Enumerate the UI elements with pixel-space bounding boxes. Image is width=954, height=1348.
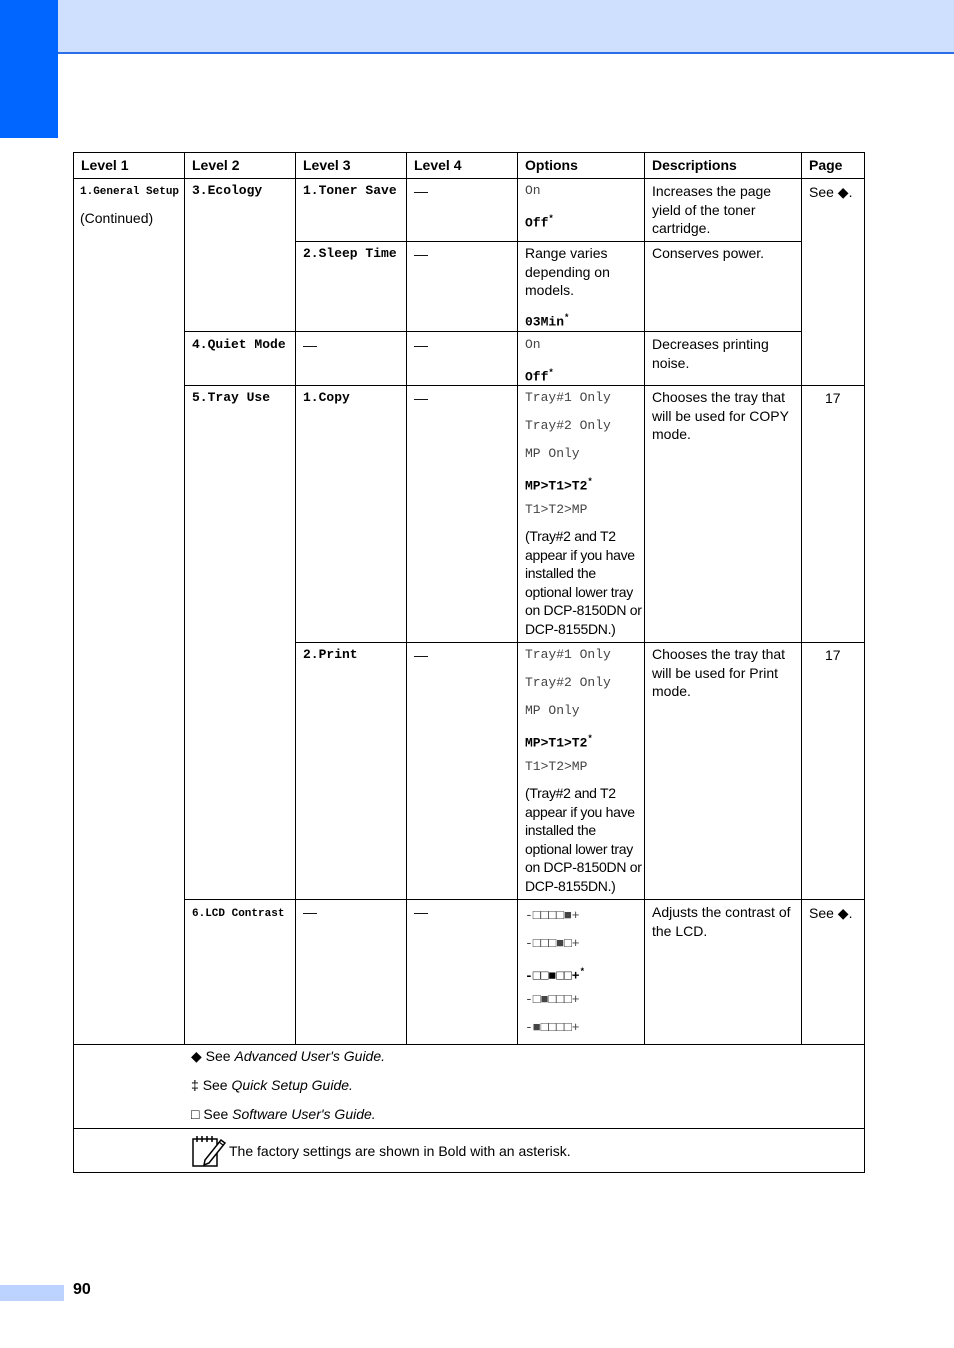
option-default: MP>T1>T2* [525, 477, 593, 494]
level3-lcd-contrast: — [303, 904, 317, 920]
header-level3: Level 3 [303, 157, 351, 173]
header-band [58, 0, 954, 54]
option-item: MP Only [525, 446, 580, 461]
option-default: Off* [525, 368, 554, 385]
page-lcd-contrast: See ◆. [809, 905, 853, 921]
page-copy: 17 [825, 390, 841, 406]
option-item: On [525, 183, 541, 198]
option-item: -□■□□□+ [525, 992, 580, 1007]
level1-name: 1.General Setup [80, 186, 180, 198]
option-default: 03Min* [525, 313, 570, 330]
footnote-title: Advanced User's Guide. [234, 1048, 386, 1064]
option-item: Tray#2 Only [525, 418, 611, 433]
footnote-advanced [191, 1048, 385, 1065]
level2-quiet-mode: 4.Quiet Mode [192, 337, 286, 352]
option-item: T1>T2>MP [525, 502, 588, 517]
diamond-icon: ◆ [191, 1048, 202, 1064]
footnote-prefix: See [203, 1106, 229, 1122]
level3-quiet-mode: — [303, 337, 317, 353]
header-level1: Level 1 [81, 157, 129, 173]
description-quiet-mode: Decreases printing noise. [652, 336, 769, 371]
level4-lcd-contrast: — [414, 904, 428, 920]
level2-ecology: 3.Ecology [192, 183, 263, 198]
level3-sleep-time: 2.Sleep Time [303, 246, 397, 261]
level3-copy: 1.Copy [303, 390, 350, 405]
level4-print: — [414, 647, 428, 663]
footnote-quick [191, 1077, 353, 1093]
description-lcd-contrast: Adjusts the contrast of the LCD. [652, 904, 791, 939]
description-toner-save: Increases the page yield of the toner cartridge. [652, 183, 772, 236]
options-sleep-time-text: Range varies depending on models. [525, 245, 610, 298]
level1-continued: (Continued) [80, 210, 154, 226]
option-item: Tray#2 Only [525, 675, 611, 690]
page-toner-save: See ◆. [809, 184, 853, 200]
option-default: -□□■□□+* [525, 967, 586, 984]
option-note: (Tray#2 and T2 appear if you have installed the optional lower tray on DCP-8150DN or DCP-8155DN.) [525, 528, 642, 637]
option-item: MP Only [525, 703, 580, 718]
double-dagger-icon: ‡ [191, 1077, 199, 1093]
note-pencil-icon [191, 1134, 227, 1168]
page-print: 17 [825, 647, 841, 663]
option-item: -□□□■□+ [525, 936, 580, 951]
option-item: Tray#1 Only [525, 390, 611, 405]
header-level2: Level 2 [192, 157, 240, 173]
option-item: Tray#1 Only [525, 647, 611, 662]
level4-quiet-mode: — [414, 337, 428, 353]
level3-toner-save: 1.Toner Save [303, 183, 397, 198]
footnote-title: Software User's Guide. [232, 1106, 376, 1122]
level4-toner-save: — [414, 183, 428, 199]
options-quiet-mode [525, 336, 640, 392]
option-default: Off* [525, 214, 554, 231]
page-number-tab [0, 1285, 64, 1301]
note-text: The factory settings are shown in Bold with an asterisk. [229, 1143, 571, 1159]
level2-tray-use: 5.Tray Use [192, 390, 271, 405]
header-level4: Level 4 [414, 157, 462, 173]
level2-lcd-contrast: 6.LCD Contrast [192, 908, 285, 920]
description-sleep-time: Conserves power. [652, 245, 765, 261]
page-number: 90 [73, 1281, 91, 1298]
options-toner-save [525, 182, 640, 238]
option-item: On [525, 337, 541, 352]
level4-sleep-time: — [414, 246, 428, 262]
option-item: T1>T2>MP [525, 759, 588, 774]
options-print [525, 646, 643, 895]
header-page: Page [809, 157, 843, 173]
level3-print: 2.Print [303, 647, 358, 662]
footnote-software [191, 1106, 376, 1122]
options-lcd-contrast [525, 907, 640, 1047]
level4-copy: — [414, 390, 428, 406]
chapter-tab [0, 0, 58, 138]
square-icon: □ [191, 1106, 200, 1122]
settings-table [73, 152, 865, 1173]
option-item: -■□□□□+ [525, 1020, 580, 1035]
header-options: Options [525, 157, 578, 173]
option-item: -□□□□■+ [525, 908, 580, 923]
options-copy [525, 389, 643, 638]
footnote-title: Quick Setup Guide. [231, 1077, 353, 1093]
description-print: Chooses the tray that will be used for Print mode. [652, 646, 786, 699]
description-copy: Chooses the tray that will be used for COPY mode. [652, 389, 789, 442]
footnote-prefix: See [205, 1048, 231, 1064]
footnote-prefix: See [202, 1077, 228, 1093]
option-default: MP>T1>T2* [525, 734, 593, 751]
option-note: (Tray#2 and T2 appear if you have installed the optional lower tray on DCP-8150DN or DCP-8155DN.) [525, 785, 642, 894]
header-descriptions: Descriptions [652, 157, 737, 173]
